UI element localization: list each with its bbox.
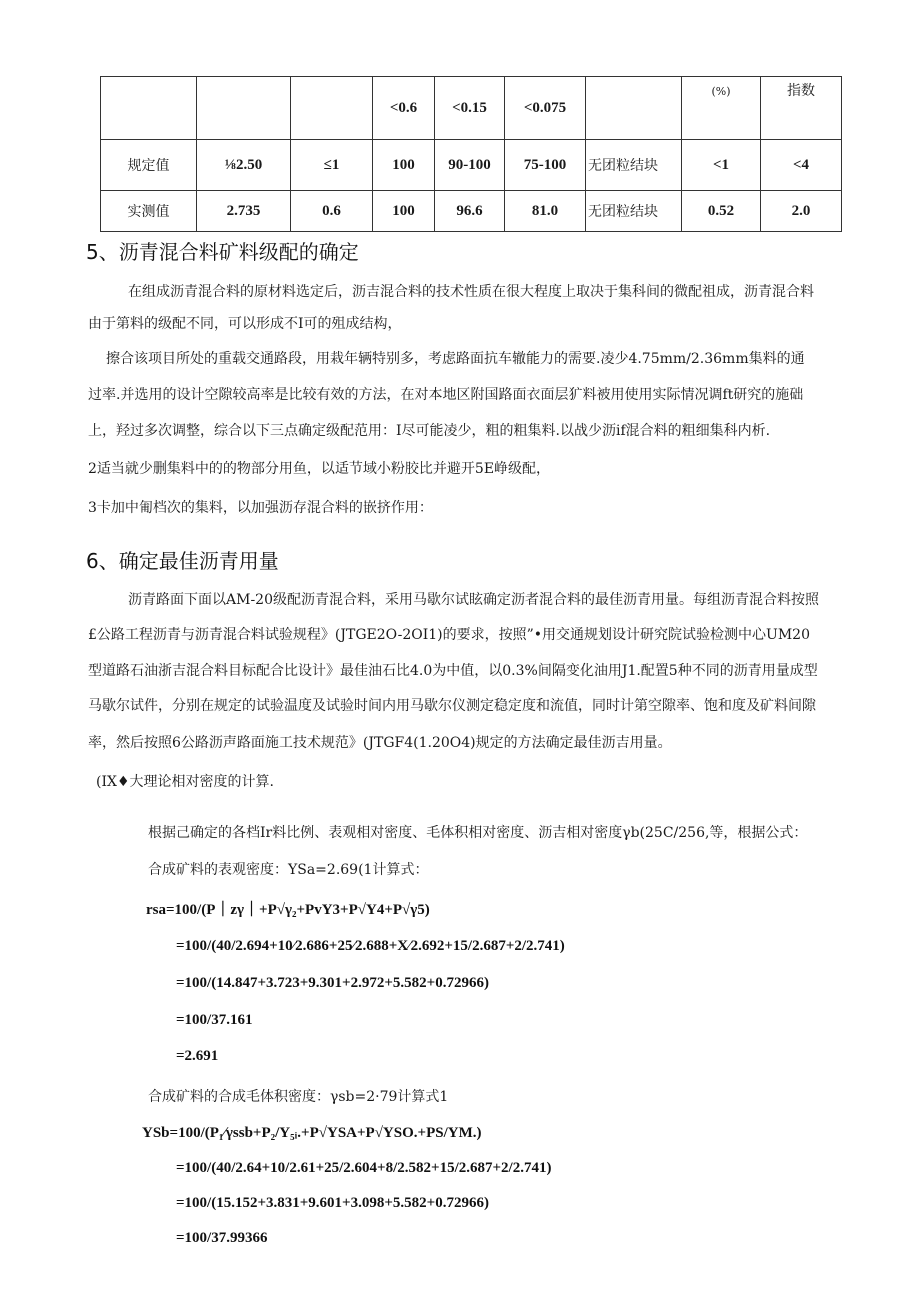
table-cell: ⅛2.50	[197, 140, 291, 191]
paragraph-line: 根据己确定的各档Ir料比例、表观相对密度、毛体积相对密度、沥吉相对密度γb(25C/256,等，根据公式：	[148, 825, 808, 841]
paragraph-line: 2适当就少删集料中的的物部分用鱼，以适节域小粉胶比并避开5E峥级配，	[88, 461, 551, 477]
row-label: 规定值	[101, 140, 197, 191]
table-cell: 100	[373, 140, 435, 191]
paragraph-line: £公路工程沥青与沥青混合料试验规程》(JTGE2O-2OI1)的要求，按照”•用交通规划设计研究院试验检测中心UM20	[88, 627, 810, 643]
paragraph-line: 型道路石油浙吉混合料目标配合比设计》最佳油石比4.0为中值，以0.3%间隔变化油用J1.配置5种不同的沥青用量成型	[88, 663, 818, 679]
paragraph-line: 合成矿料的合成毛体积密度：γsb=2·79计算式1	[148, 1089, 449, 1105]
table-cell: <0.15	[435, 77, 505, 140]
table-cell: 96.6	[435, 191, 505, 232]
paragraph-line: 率，然后按照6公路沥声路面施工技术规范》(JTGF4(1.20O4)规定的方法确定最佳沥吉用量。	[88, 735, 672, 751]
table-cell: 0.6	[291, 191, 373, 232]
formula-line: =100/(15.152+3.831+9.601+3.098+5.582+0.72966)	[176, 1195, 489, 1211]
row-label: 实测值	[101, 191, 197, 232]
table-cell: (%)	[682, 77, 761, 140]
paragraph-line: 在组成沥青混合料的原材料选定后，沥吉混合料的技术性质在很大程度上取决于集科间的微配祖成，沥青混合料	[128, 284, 814, 300]
table-row	[101, 191, 842, 232]
formula-line: YSb=100/(P₁∕γssb+P₂/Y₅ᵢ.+P√YSA+P√YSO.+PS/YM.)	[142, 1125, 482, 1141]
table-header-row	[101, 77, 842, 140]
table-cell: 无团粒结块	[586, 140, 682, 191]
table-cell: ≤1	[291, 140, 373, 191]
paragraph-line: 擦合该项目所处的重载交通路段，用栽年辆特别多，考虑路面抗车辙能力的需要.凌少4.75mm∕2.36mm集料的通	[106, 351, 805, 367]
table-cell: <4	[761, 140, 842, 191]
formula-line: =100/37.99366	[176, 1230, 268, 1246]
table-cell	[197, 77, 291, 140]
table-cell: <1	[682, 140, 761, 191]
table-cell: 2.735	[197, 191, 291, 232]
table-cell: 100	[373, 191, 435, 232]
formula-line: rsa=100/(P｜zγ｜+P√γ₂+PvY3+P√Y4+P√γ5)	[146, 902, 430, 918]
table-cell: <0.6	[373, 77, 435, 140]
subsection-title: (IX♦大理论相对密度的计算.	[96, 774, 274, 790]
table-cell	[101, 77, 197, 140]
paragraph-line: 沥青路面下面以AM-20级配沥青混合料，采用马歇尔试眩确定沥者混合料的最佳沥青用量。每组沥青混合料按照	[128, 592, 819, 608]
paragraph-line: 由于第料的级配不同，可以形成不I可的殂成结构，	[88, 316, 402, 332]
paragraph-line: 过率.并选用的设计空隙较高率是比较有效的方法，在对本地区附国路面衣面层犷料被用使用实际情况调ft研究的施础	[88, 387, 804, 403]
table-cell: 0.52	[682, 191, 761, 232]
section-5-heading: 5、沥青混合料矿料级配的确定	[86, 240, 359, 264]
table-cell: 81.0	[505, 191, 586, 232]
formula-line: =100/(40/2.694+10⁄2.686+25⁄2.688+X⁄2.692+15/2.687+2/2.741)	[176, 938, 565, 954]
table-cell	[586, 77, 682, 140]
paragraph-line: 合成矿料的表观密度：YSa=2.69(1计算式：	[148, 862, 429, 878]
formula-line: =100/37.161	[176, 1012, 253, 1028]
table-cell: 90-100	[435, 140, 505, 191]
formula-line: =100/(40/2.64+10/2.61+25/2.604+8/2.582+15/2.687+2/2.741)	[176, 1160, 552, 1176]
table-cell: 指数	[761, 77, 842, 140]
paragraph-line: 马歇尔试件，分别在规定的试验温度及试验时间内用马歇尔仪测定稳定度和流值，同时计第空隙率、饱和度及矿料间隙	[88, 698, 816, 714]
paragraph-line: 上，羟过多次调整，综合以下三点确定级配范用：I尽可能凌少，粗的粗集料.以战少沥if混合料的粗细集科内析.	[88, 423, 771, 439]
table-row	[101, 140, 842, 191]
table-cell: <0.075	[505, 77, 586, 140]
formula-line: =2.691	[176, 1048, 219, 1064]
table-cell: 无团粒结块	[586, 191, 682, 232]
aggregate-spec-table	[100, 76, 842, 232]
table-cell	[291, 77, 373, 140]
table-cell: 2.0	[761, 191, 842, 232]
paragraph-line: 3卡加中匍档次的集料，以加强沥存混合料的嵌挤作用：	[88, 500, 433, 516]
formula-line: =100/(14.847+3.723+9.301+2.972+5.582+0.72966)	[176, 975, 489, 991]
table-cell: 75-100	[505, 140, 586, 191]
section-6-heading: 6、确定最佳沥青用量	[86, 549, 279, 573]
